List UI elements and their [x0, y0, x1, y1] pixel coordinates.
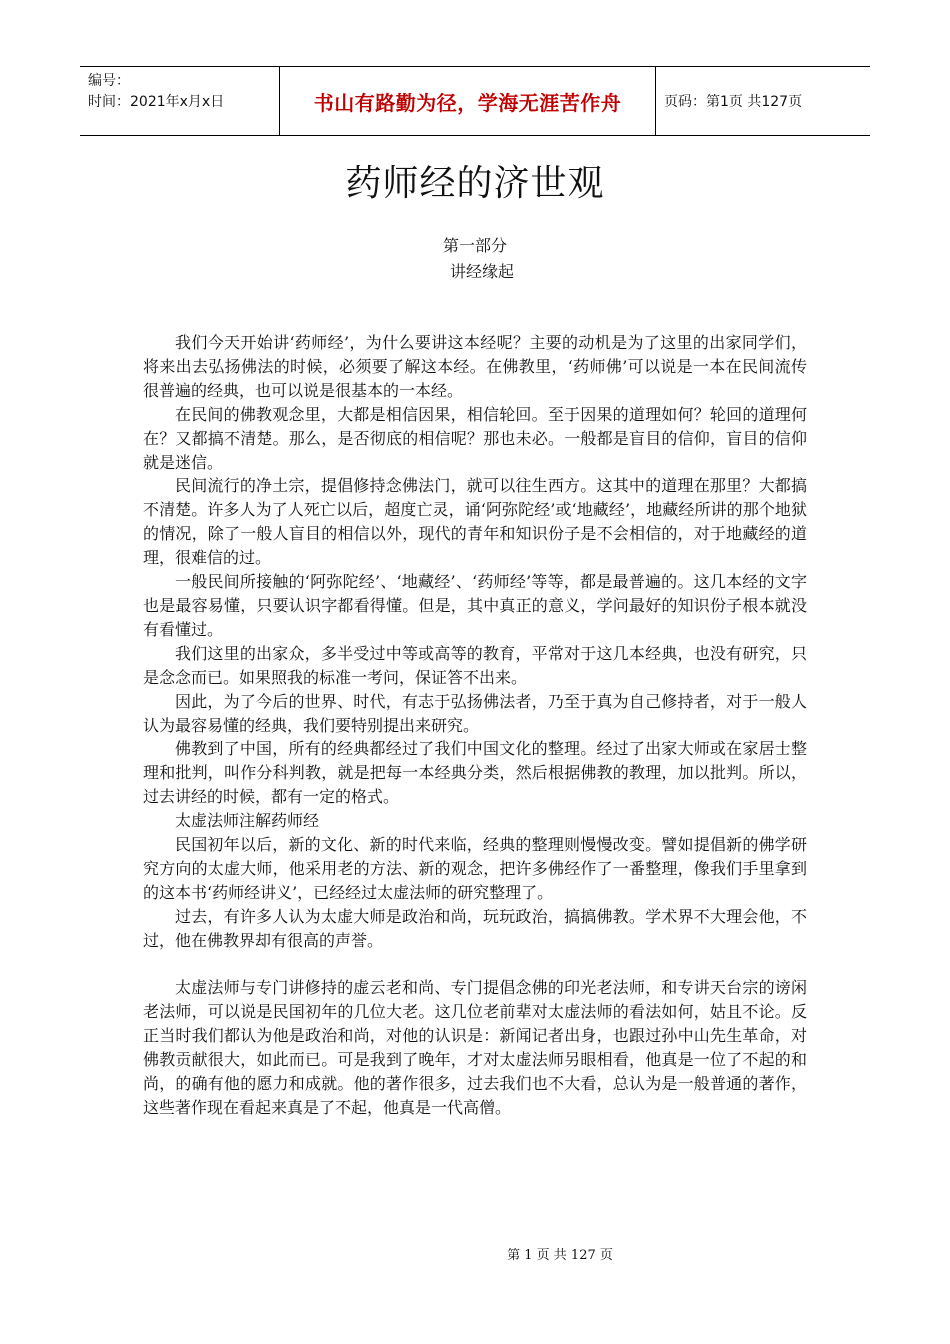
subheading-paragraph: 太虚法师注解药师经	[175, 811, 320, 831]
subsection-heading: 讲经缘起	[449, 262, 514, 281]
paragraph: 在民间的佛教观念里，大都是相信因果，相信轮回。至于因果的道理如何？轮回的道理何在？又都搞不清楚。那么，是否彻底的相信呢？那也未必。一般都是盲目的信仰，盲目的信仰就是迷信。	[143, 404, 807, 472]
paragraph: 我们这里的出家众，多半受过中等或高等的教育，平常对于这几本经典，也没有研究，只是念念而已。如果照我的标准一考问，保证答不出来。	[143, 643, 807, 687]
header-table	[80, 66, 870, 136]
paragraph: 我们今天开始讲‘药师经’，为什么要讲这本经呢？主要的动机是为了这里的出家同学们，将来出去弘扬佛法的时候，必须要了解这本经。在佛教里，‘药师佛’可以说是一本在民间流传很普遍的经典，也可以说是很基本的一本经。	[143, 333, 807, 400]
paragraph: 民国初年以后，新的文化、新的时代来临，经典的整理则慢慢改变。譬如提倡新的佛学研究方向的太虚大师，他采用老的方法、新的观念，把许多佛经作了一番整理，像我们手里拿到的这本书‘药师经讲义’，已经经过太虚法师的研究整理了。	[143, 835, 807, 902]
page-footer: 第 1 页 共 127 页	[507, 1248, 613, 1263]
paragraph: 一般民间所接触的‘阿弥陀经’、‘地藏经’、‘药师经’等等，都是最普遍的。这几本经的文字也是最容易懂，只要认识字都看得懂。但是，其中真正的意义，学问最好的知识份子根本就没有看懂过。	[143, 572, 807, 639]
header-meta-cell	[80, 67, 280, 135]
paragraph-spacer	[143, 953, 807, 977]
section-heading: 第一部分	[442, 236, 507, 255]
paragraph: 过去，有许多人认为太虚大师是政治和尚，玩玩政治，搞搞佛教。学术界不大理会他，不过，他在佛教界却有很高的声誉。	[143, 906, 807, 950]
paragraph: 因此，为了今后的世界、时代，有志于弘扬佛法者，乃至于真为自己修持者，对于一般人认为最容易懂的经典，我们要特别提出来研究。	[143, 691, 807, 735]
document-number-label: 编号：	[88, 73, 130, 89]
paragraph: 民间流行的净土宗，提倡修持念佛法门，就可以往生西方。这其中的道理在那里？大都搞不清楚。许多人为了人死亡以后，超度亡灵，诵‘阿弥陀经’或‘地藏经’，地藏经所讲的那个地狱的情况，除了一般人盲目的相信以外，现代的青年和知识份子是不会相信的，对于地藏经的道理，很难信的过。	[143, 476, 807, 568]
body-text	[143, 331, 807, 1120]
document-time-label: 时间：2021年x月x日	[88, 94, 225, 110]
paragraph: 佛教到了中国，所有的经典都经过了我们中国文化的整理。经过了出家大师或在家居士整理和批判，叫作分科判教，就是把每一本经典分类，然后根据佛教的教理，加以批判。所以，过去讲经的时候，都有一定的格式。	[143, 739, 807, 807]
document-title: 药师经的济世观	[345, 163, 605, 204]
header-page-info: 页码：第1页 共127页	[664, 94, 803, 110]
paragraph: 太虚法师与专门讲修持的虚云老和尚、专门提倡念佛的印光老法师，和专讲天台宗的谤闲老法师，可以说是民国初年的几位大老。这几位老前辈对太虚法师的看法如何，姑且不论。反正当时我们都认为他是政治和尚，对他的认识是：新闻记者出身，也跟过孙中山先生革命，对佛教贡献很大，如此而已。可是我到了晚年，才对太虚法师另眼相看，他真是一位了不起的和尚，的确有他的愿力和成就。他的著作很多，过去我们也不大看，总认为是一般普通的著作，这些著作现在看起来真是了不起，他真是一代高僧。	[143, 978, 807, 1117]
header-motto: 书山有路勤为径，学海无涯苦作舟	[280, 67, 656, 135]
